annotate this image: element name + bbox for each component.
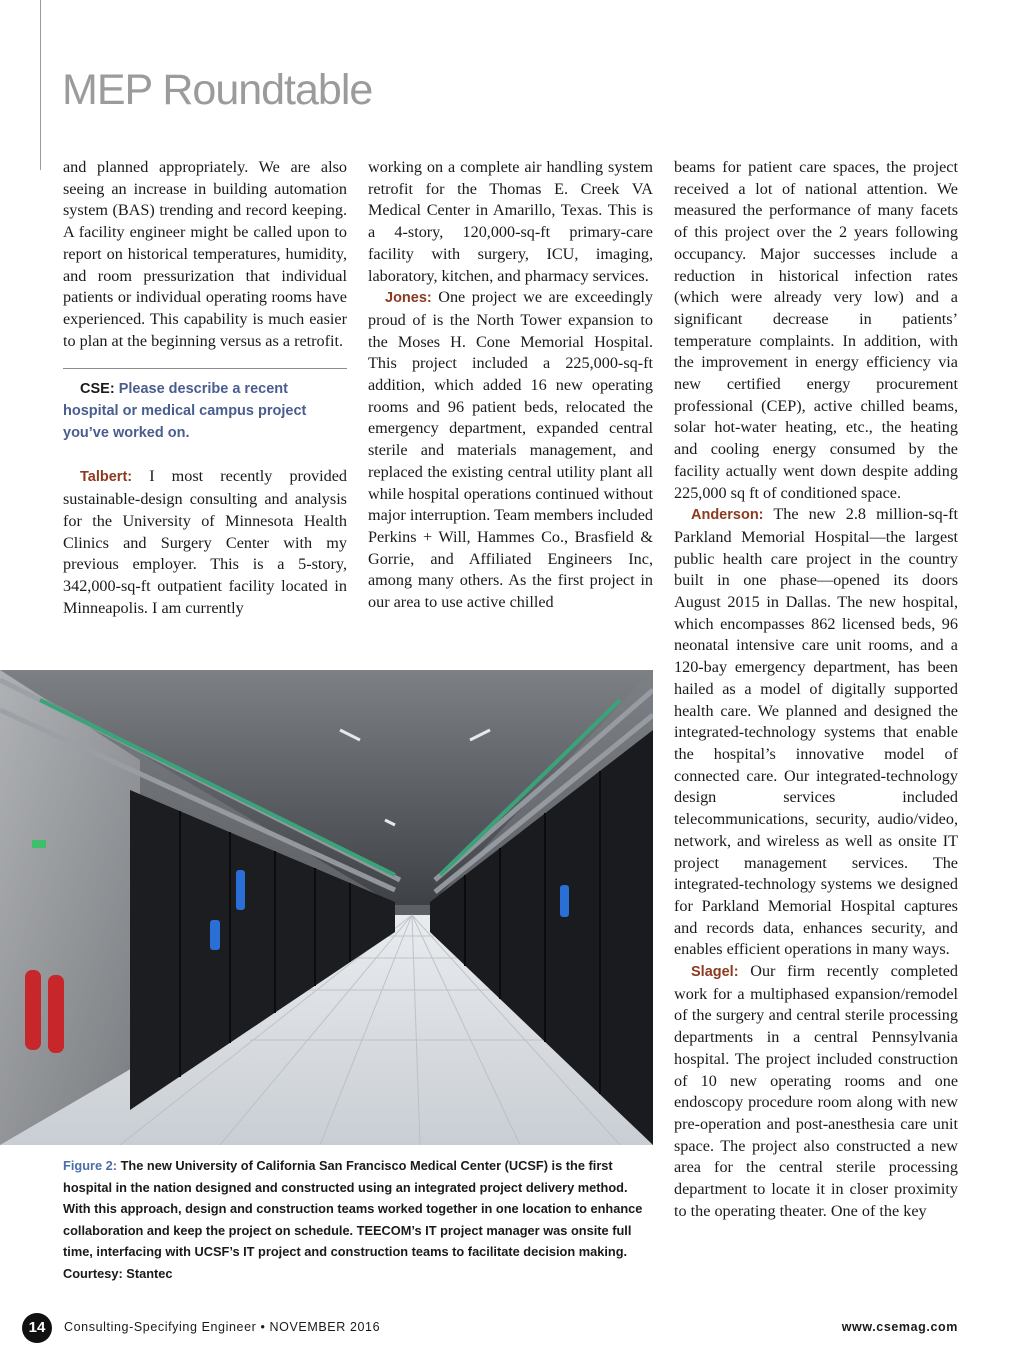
cse-question-text: Please describe a recent hospital or medical campus project you’ve worked on.: [63, 381, 307, 441]
jones-answer: [368, 287, 653, 614]
talbert-label: Talbert:: [80, 469, 133, 486]
page-number-badge: 14: [22, 1313, 52, 1343]
section-title: MEP Roundtable: [62, 66, 373, 114]
jones-label: Jones:: [385, 290, 432, 307]
jones-text: One project we are exceedingly proud of is the North Tower expansion to the Moses H. Cone Memorial Hospital. This project included a 225,000-sq-ft addition, which added 16 new operating rooms and 96 patient beds, relocated the emergency department, expanded central sterile and materials management, and replaced the existing central utility plant all while hospital operations continued without major interruption. Team members included Perkins + Will, Hammes Co., Brasfield & Gorrie, and Affiliated Engineers Inc, among many others. As the first project in our area to use active chilled: [368, 288, 653, 612]
slagel-answer: [674, 961, 958, 1222]
slagel-label: Slagel:: [691, 964, 739, 981]
talbert-answer: [63, 466, 347, 619]
page-footer: [0, 1312, 1024, 1342]
talbert-continued: working on a complete air handling system retrofit for the Thomas E. Creek VA Medical Center in Amarillo, Texas. This is a 4-story, 120,000-sq-ft primary-care facility with surgery, ICU, imaging, laboratory, kitchen, and pharmacy services.: [368, 158, 653, 285]
question-divider: [63, 368, 347, 369]
website-link[interactable]: www.csemag.com: [841, 1320, 958, 1334]
anderson-text: The new 2.8 million-sq-ft Parkland Memorial Hospital—the largest public health care project in the country built in one phase—opened its doors August 2015 in Dallas. The new hospital, which encompasses 862 licensed beds, 96 neonatal intensive care unit rooms, and a 120-bay emergency department, has been hailed as a model of digitally supported health care. We planned and designed the integrated-technology systems that enable the hospital’s innovative model of connected care. Our integrated-technology design services included telecommunications, security, audio/video, network, and wireless as well as onsite IT project management services. The integrated-technology systems we designed for Parkland Memorial Hospital captures and records data, enhances security, and enables efficient operations in many ways.: [674, 505, 958, 959]
margin-rule: [40, 0, 41, 170]
anderson-answer: [674, 504, 958, 961]
cse-label: CSE:: [80, 381, 115, 398]
figure-caption: [63, 1155, 653, 1285]
cse-question: [63, 379, 347, 444]
anderson-label: Anderson:: [691, 507, 764, 524]
paragraph-bas: and planned appropriately. We are also seeing an increase in building automation system (BAS) trending and record keeping. A facility engineer might be called upon to report on historical temperatures, humidity, and room pressurization that individual patients or individual operating rooms have experienced. This capability is much easier to plan at the beginning versus as a retrofit.: [63, 158, 347, 350]
column-1: [63, 157, 347, 619]
talbert-text: I most recently provided sustainable-design consulting and analysis for the University of Minnesota Health Clinics and Surgery Center with my previous employer. This is a 5-story, 342,000-sq-ft outpatient facility located in Minneapolis. I am currently: [63, 467, 348, 617]
slagel-text: Our firm recently completed work for a multiphased expansion/remodel of the surgery and central sterile processing departments in a central Pennsylvania hospital. The project included construction of 10 new operating rooms and one endoscopy procedure room along with new pre-operation and post-anesthesia care unit space. The project also constructed a new area for the central sterile processing department to locate it in closer proximity to the operating theater. One of the key: [674, 962, 959, 1220]
publication-line: Consulting-Specifying Engineer • NOVEMBER 2016: [64, 1320, 381, 1334]
figure-caption-text: The new University of California San Francisco Medical Center (UCSF) is the first hospital in the nation designed and constructed using an integrated project delivery method. With this approach, design and construction teams worked together in one location to enhance collaboration and keep the project on schedule. TEECOM’s IT project manager was onsite full time, interfacing with UCSF’s IT project and construction teams to facilitate decision making. Courtesy: Stantec: [63, 1158, 643, 1281]
data-center-photo: [0, 670, 653, 1145]
column-3: [674, 157, 958, 1222]
column-2: [368, 157, 653, 614]
jones-continued: beams for patient care spaces, the project received a lot of national attention. We measured the performance of many facets of this project over the 2 years following occupancy. Major successes include a reduction in historical infection rates (which were already very low) and a significant decrease in patients’ temperature complaints. In addition, with the improvement in energy efficiency via new certified energy procurement professional (CEP), active chilled beams, solar hot-water heating, etc., the heating and cooling energy consumed by the facility actually went down despite adding 225,000 sq ft of conditioned space.: [674, 158, 958, 502]
figure-label: Figure 2:: [63, 1158, 118, 1173]
